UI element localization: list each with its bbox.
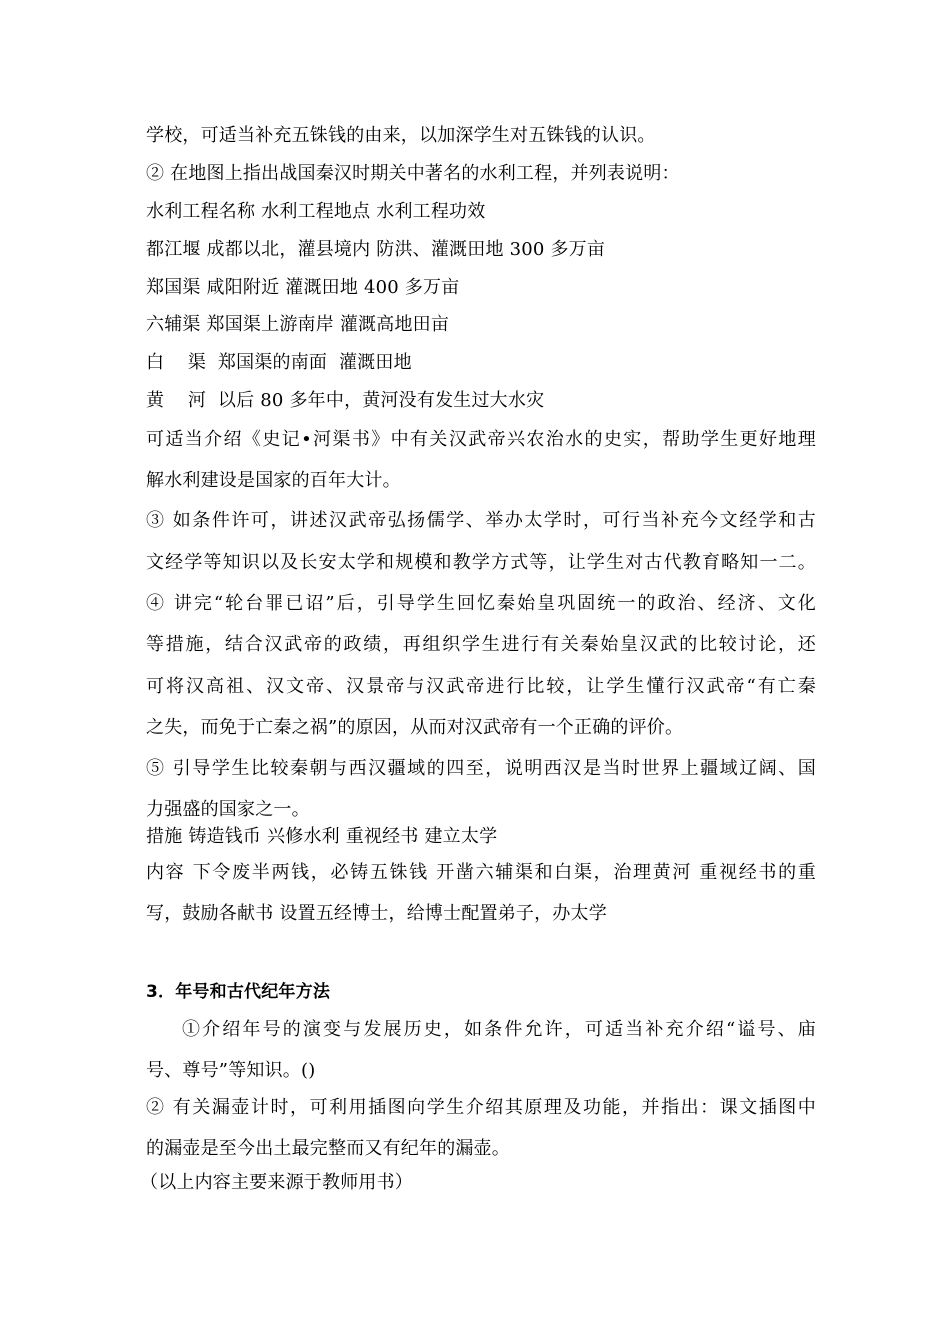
section-heading: 3．年号和古代纪年方法 (146, 982, 331, 1002)
text-line: 可适当介绍《史记•河渠书》中有关汉武帝兴农治水的史实，帮助学生更好地理 (146, 429, 816, 450)
text-line: 力强盛的国家之一。 (146, 799, 310, 820)
text-line: 措施 铸造钱币 兴修水利 重视经书 建立太学 (146, 826, 498, 847)
text-line: 可将汉高祖、汉文帝、汉景帝与汉武帝进行比较，让学生懂行汉武帝“有亡秦 (146, 676, 816, 697)
text-line: 号、尊号”等知识。() (146, 1060, 316, 1081)
text-line: ①介绍年号的演变与发展历史，如条件允许，可适当补充介绍“谥号、庙 (182, 1019, 816, 1040)
text-line: 学校，可适当补充五铢钱的由来，以加深学生对五铢钱的认识。 (146, 125, 656, 146)
text-line: 六辅渠 郑国渠上游南岸 灌溉高地田亩 (146, 314, 450, 335)
text-line: 写，鼓励各献书 设置五经博士，给博士配置弟子，办太学 (146, 903, 607, 924)
text-line: ⑤ 引导学生比较秦朝与西汉疆域的四至，说明西汉是当时世界上疆域辽阔、国 (146, 758, 816, 779)
text-line: ④ 讲完“轮台罪已诏”后，引导学生回忆秦始皇巩固统一的政治、经济、文化 (146, 593, 816, 614)
text-line: 等措施，结合汉武帝的政绩，再组织学生进行有关秦始皇汉武的比较讨论，还 (146, 634, 816, 655)
text-line: 白 渠 郑国渠的南面 灌溉田地 (146, 352, 412, 373)
text-line: ② 在地图上指出战国秦汉时期关中著名的水利工程，并列表说明： (146, 163, 680, 184)
text-line: 解水利建设是国家的百年大计。 (146, 470, 401, 491)
text-line: 都江堰 成都以北，灌县境内 防洪、灌溉田地 300 多万亩 (146, 239, 606, 260)
text-line: 文经学等知识以及长安太学和规模和教学方式等，让学生对古代教育略知一二。 (146, 552, 816, 573)
text-line: 水利工程名称 水利工程地点 水利工程功效 (146, 201, 486, 222)
text-line: 内容 下令废半两钱，必铸五铢钱 开凿六辅渠和白渠，治理黄河 重视经书的重 (146, 862, 816, 883)
text-line: 的漏壶是至今出土最完整而又有纪年的漏壶。 (146, 1138, 510, 1159)
text-line: 之失，而免于亡秦之祸”的原因，从而对汉武帝有一个正确的评价。 (146, 717, 684, 738)
text-line: ③ 如条件许可，讲述汉武帝弘扬儒学、举办太学时，可行当补充今文经学和古 (146, 510, 816, 531)
text-line: 黄 河 以后 80 多年中，黄河没有发生过大水灾 (146, 390, 545, 411)
text-line: ② 有关漏壶计时，可利用插图向学生介绍其原理及功能，并指出：课文插图中 (146, 1097, 816, 1118)
source-note: （以上内容主要来源于教师用书） (140, 1172, 413, 1193)
text-line: 郑国渠 咸阳附近 灌溉田地 400 多万亩 (146, 277, 460, 298)
